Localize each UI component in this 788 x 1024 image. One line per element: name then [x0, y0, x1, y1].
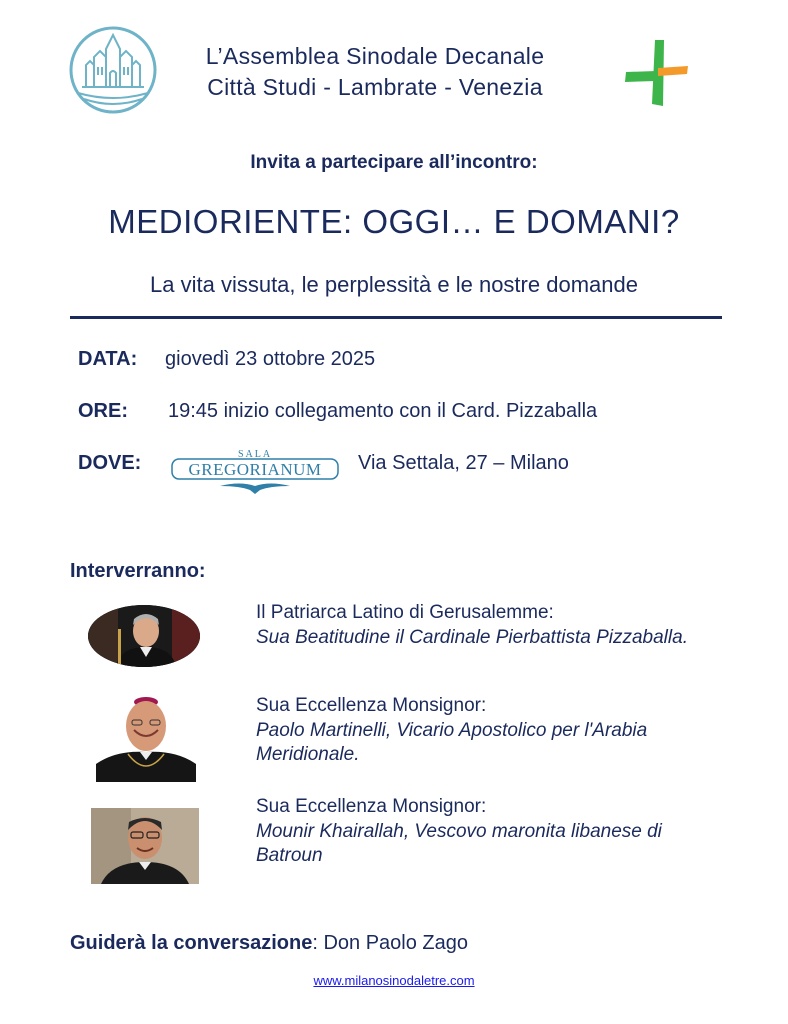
website-link[interactable]: www.milanosinodaletre.com: [313, 973, 475, 988]
organizer-area: Città Studi - Lambrate - Venezia: [207, 74, 543, 100]
speaker-photo-khairallah: [91, 808, 199, 884]
speaker-3-role: Sua Eccellenza Monsignor:: [256, 796, 487, 817]
moderator-line: [70, 932, 468, 955]
green-orange-cross-icon: [622, 38, 690, 108]
speaker-3-name: Mounir Khairallah, Vescovo maronita libanese di Batroun: [256, 821, 662, 866]
website-footer: [0, 973, 788, 988]
duomo-milano-logo-icon: [68, 25, 158, 115]
venue-logo-main: GREGORIANUM: [188, 460, 322, 479]
event-subtitle: La vita vissuta, le perplessità e le nostre domande: [150, 272, 638, 297]
sala-gregorianum-logo: [170, 446, 340, 496]
speaker-1-role: Il Patriarca Latino di Gerusalemme:: [256, 602, 554, 623]
moderator-name: Don Paolo Zago: [317, 932, 468, 954]
event-title: MEDIORIENTE: OGGI… E DOMANI?: [108, 203, 680, 240]
organizer-name: L’Assemblea Sinodale Decanale: [205, 43, 545, 69]
speakers-heading: Interverranno:: [70, 560, 206, 582]
date-label: DATA:: [78, 348, 138, 370]
speaker-photo-martinelli: [96, 690, 198, 782]
venue-logo-top: SALA: [237, 449, 273, 460]
place-label: DOVE:: [78, 452, 142, 474]
speaker-2-role: Sua Eccellenza Monsignor:: [256, 695, 487, 716]
time-value: 19:45 inizio collegamento con il Card. Pizzaballa: [168, 400, 598, 422]
speaker-1-name: Sua Beatitudine il Cardinale Pierbattista Pizzaballa.: [256, 627, 688, 648]
place-value: Via Settala, 27 – Milano: [358, 452, 569, 474]
moderator-separator: :: [312, 932, 318, 954]
invitation-text: Invita a partecipare all’incontro:: [250, 152, 538, 173]
speaker-2-name: Paolo Martinelli, Vicario Apostolico per l'Arabia Meridionale.: [256, 720, 648, 765]
date-value: giovedì 23 ottobre 2025: [165, 348, 376, 370]
moderator-label: Guiderà la conversazione: [70, 932, 313, 954]
divider: [70, 316, 722, 319]
speaker-photo-pizzaballa: [88, 605, 200, 667]
time-label: ORE:: [78, 400, 128, 422]
